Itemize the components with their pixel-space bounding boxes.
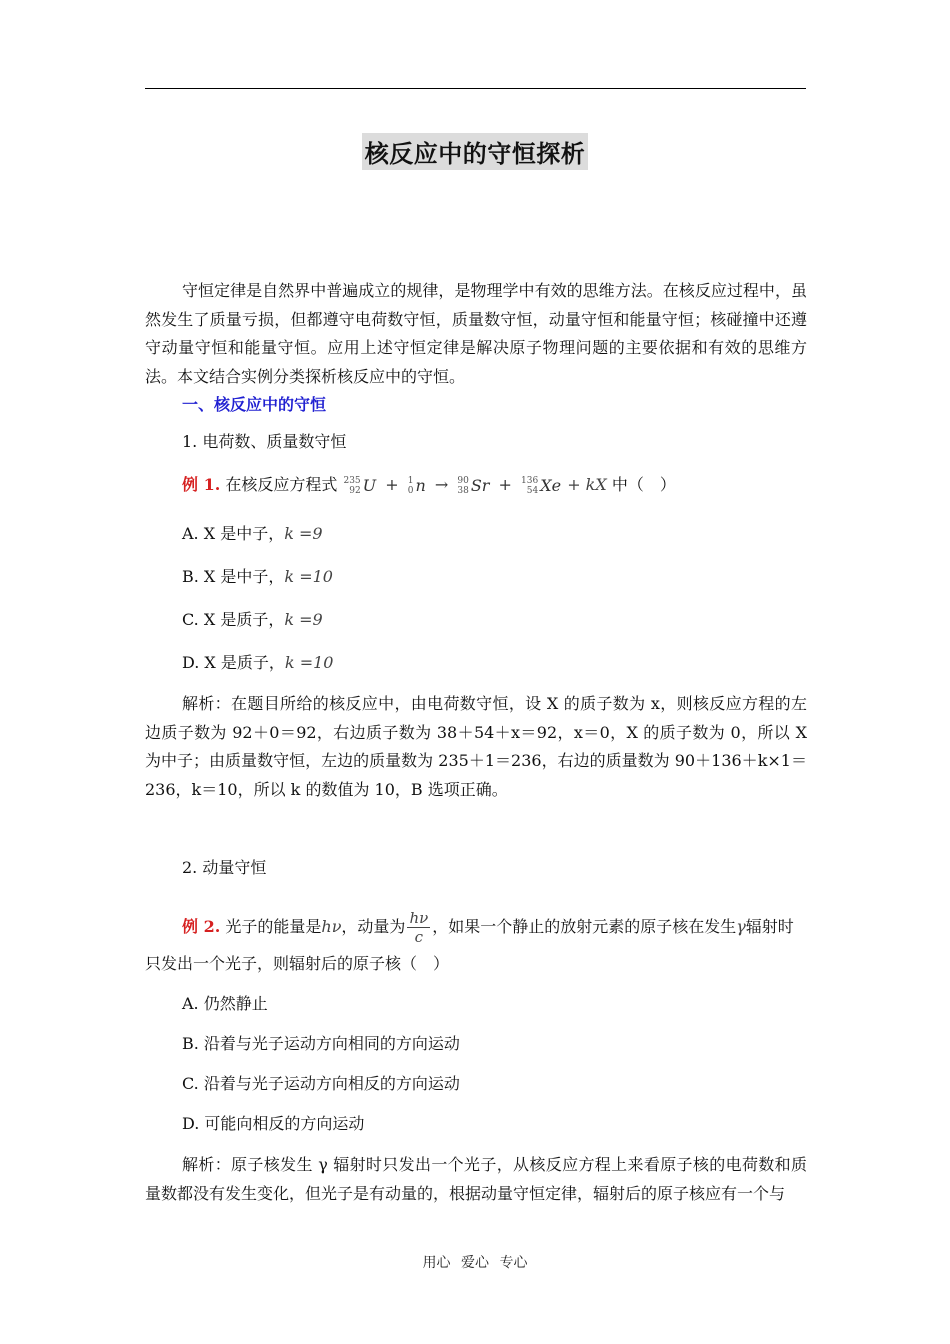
xe-mass: 136 xyxy=(521,475,539,486)
arrow: → xyxy=(434,475,449,494)
section-heading: 一、核反应中的守恒 xyxy=(182,395,327,414)
xe-charge: 54 xyxy=(526,485,539,496)
gamma-symbol: γ xyxy=(736,917,746,936)
xe-symbol: Xe xyxy=(540,475,562,495)
page-title: 核反应中的守恒探析 xyxy=(362,133,589,170)
example-2-t4: 辐射时 xyxy=(745,917,794,936)
sr-symbol: Sr xyxy=(470,475,490,495)
subsection-2: 2. 动量守恒 xyxy=(182,858,267,877)
example-2-analysis: 解析：原子核发生 γ 辐射时只发出一个光子，从核反应方程上来看原子核的电荷数和质量数都没有发生变化，但光子是有动量的，根据动量守恒定律，辐射后的原子核应有一个与 xyxy=(145,1155,807,1203)
subsection-1: 1. 电荷数、质量数守恒 xyxy=(182,432,347,451)
option-math: k =9 xyxy=(284,524,323,543)
footer-word-1: 用心 xyxy=(422,1255,451,1271)
example-2-t3: ，如果一个静止的放射元素的原子核在发生 xyxy=(432,917,737,936)
example-2-option-c: C. 沿着与光子运动方向相反的方向运动 xyxy=(182,1074,460,1093)
nuclide-xe xyxy=(521,475,561,497)
photon-energy: hν xyxy=(321,917,342,936)
momentum-fraction xyxy=(407,909,430,946)
u-symbol: U xyxy=(362,475,377,495)
nuclide-n xyxy=(408,475,426,497)
example-1-option-c xyxy=(182,609,323,631)
example-1-suffix: 中（ ） xyxy=(611,475,676,494)
sr-mass: 90 xyxy=(457,475,469,486)
option-text: D. X 是质子， xyxy=(182,653,285,672)
title-wrap xyxy=(0,133,950,170)
example-1-option-a xyxy=(182,523,323,545)
n-charge: 0 xyxy=(407,485,414,496)
fraction-denominator: c xyxy=(414,928,424,946)
example-2-option-b: B. 沿着与光子运动方向相同的方向运动 xyxy=(182,1034,460,1053)
intro-paragraph: 守恒定律是自然界中普遍成立的规律，是物理学中有效的思维方法。在核反应过程中，虽然发生了质量亏损，但都遵守电荷数守恒，质量数守恒，动量守恒和能量守恒；核碰撞中还遵守动量守恒和能量守恒。应用上述守恒定律是解决原子物理问题的主要依据和有效的思维方法。本文结合实例分类探析核反应中的守恒。 xyxy=(145,281,807,386)
option-math: k =10 xyxy=(284,567,333,586)
option-text: B. X 是中子， xyxy=(182,567,285,586)
example-1-label: 例 1. xyxy=(182,475,221,494)
equation-tail: + kX xyxy=(567,475,607,494)
example-2-t1: 光子的能量是 xyxy=(225,917,322,936)
sr-charge: 38 xyxy=(457,485,469,496)
fraction-numerator: hν xyxy=(409,909,429,927)
example-2-question xyxy=(182,909,794,946)
n-mass: 1 xyxy=(407,475,414,486)
nuclide-u xyxy=(343,475,376,497)
option-math: k =9 xyxy=(284,610,323,629)
example-2-t2: ，动量为 xyxy=(341,917,406,936)
page-footer xyxy=(0,1252,950,1272)
example-2-question-line2: 只发出一个光子，则辐射后的原子核（ ） xyxy=(145,954,450,973)
option-text: C. X 是质子， xyxy=(182,610,285,629)
n-symbol: n xyxy=(415,475,426,495)
footer-word-2: 爱心 xyxy=(461,1255,489,1271)
option-math: k =10 xyxy=(284,653,334,672)
footer-word-3: 专心 xyxy=(499,1255,528,1271)
header-rule xyxy=(145,88,806,89)
example-1-analysis: 解析：在题目所给的核反应中，由电荷数守恒，设 X 的质子数为 x，则核反应方程的左边质子数为 92＋0＝92，右边质子数为 38＋54＋x＝92，x＝0，X 的质子数为 0，所以 X 为中子；由质量数守恒，左边的质量数为 235＋1＝236，右边的质量数为 90＋136＋k×1＝236，k＝10，所以 k 的数值为 10，B 选项正确。 xyxy=(145,694,807,799)
example-2-option-d: D. 可能向相反的方向运动 xyxy=(182,1114,365,1133)
u-mass: 235 xyxy=(343,475,361,486)
example-2-option-a: A. 仍然静止 xyxy=(182,994,268,1013)
option-text: A. X 是中子， xyxy=(182,524,285,543)
example-1-prefix: 在核反应方程式 xyxy=(225,475,338,494)
u-charge: 92 xyxy=(349,485,361,496)
plus-2: + xyxy=(498,475,512,494)
example-1-option-b xyxy=(182,566,333,588)
example-2-label: 例 2. xyxy=(182,917,221,936)
example-1-question xyxy=(182,474,676,497)
example-1-option-d xyxy=(182,652,333,674)
nuclide-sr xyxy=(457,475,489,497)
plus-1: + xyxy=(385,475,399,494)
